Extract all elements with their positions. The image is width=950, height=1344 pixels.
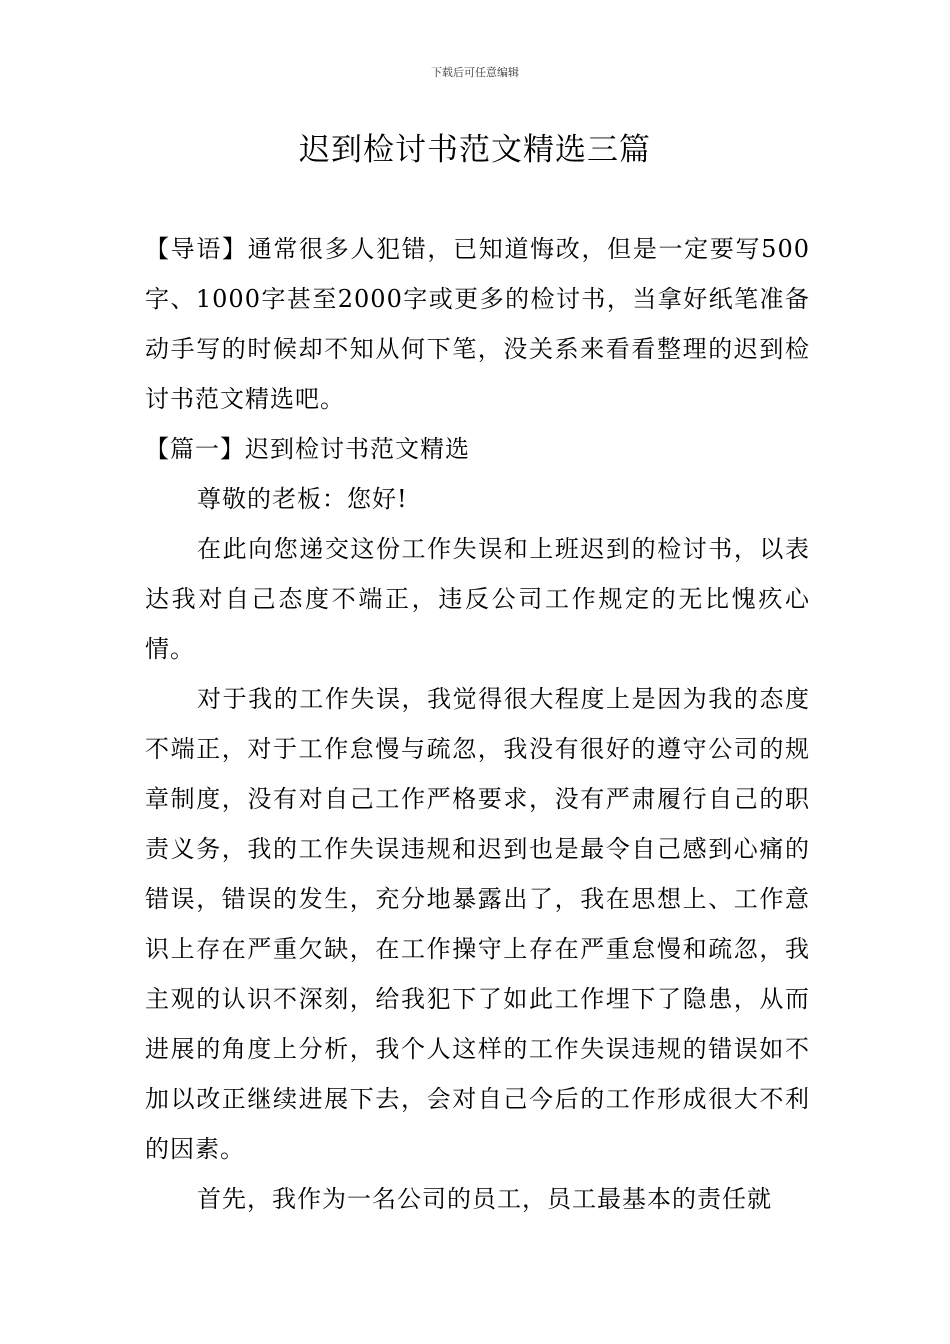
document-body — [145, 224, 810, 1224]
section-heading: 【篇一】迟到检讨书范文精选 — [145, 435, 470, 463]
document-title: 迟到检讨书范文精选三篇 — [299, 132, 651, 168]
body-paragraph: 在此向您递交这份工作失误和上班迟到的检讨书，以表达我对自己态度不端正，违反公司工作规定的无比愧疚心情。 — [145, 535, 810, 663]
salutation: 尊敬的老板：您好! — [197, 485, 408, 513]
body-paragraph: 对于我的工作失误，我觉得很大程度上是因为我的态度不端正，对于工作怠慢与疏忽，我没有很好的遵守公司的规章制度，没有对自己工作严格要求，没有严肃履行自己的职责义务，我的工作失误违规和迟到也是最令自己感到心痛的错误，错误的发生，充分地暴露出了，我在思想上、工作意识上存在严重欠缺，在工作操守上存在严重怠慢和疏忽，我主观的认识不深刻，给我犯下了如此工作埋下了隐患，从而进展的角度上分析，我个人这样的工作失误违规的错误如不加以改正继续进展下去，会对自己今后的工作形成很大不利的因素。 — [145, 685, 810, 1163]
intro-paragraph: 【导语】通常很多人犯错，已知道悔改，但是一定要写500字、1000字甚至2000字或更多的检讨书，当拿好纸笔准备动手写的时候却不知从何下笔，没关系来看看整理的迟到检讨书范文精选吧。 — [145, 235, 810, 413]
body-paragraph: 首先，我作为一名公司的员工，员工最基本的责任就 — [197, 1185, 772, 1213]
header-note: 下载后可任意编辑 — [431, 66, 519, 79]
